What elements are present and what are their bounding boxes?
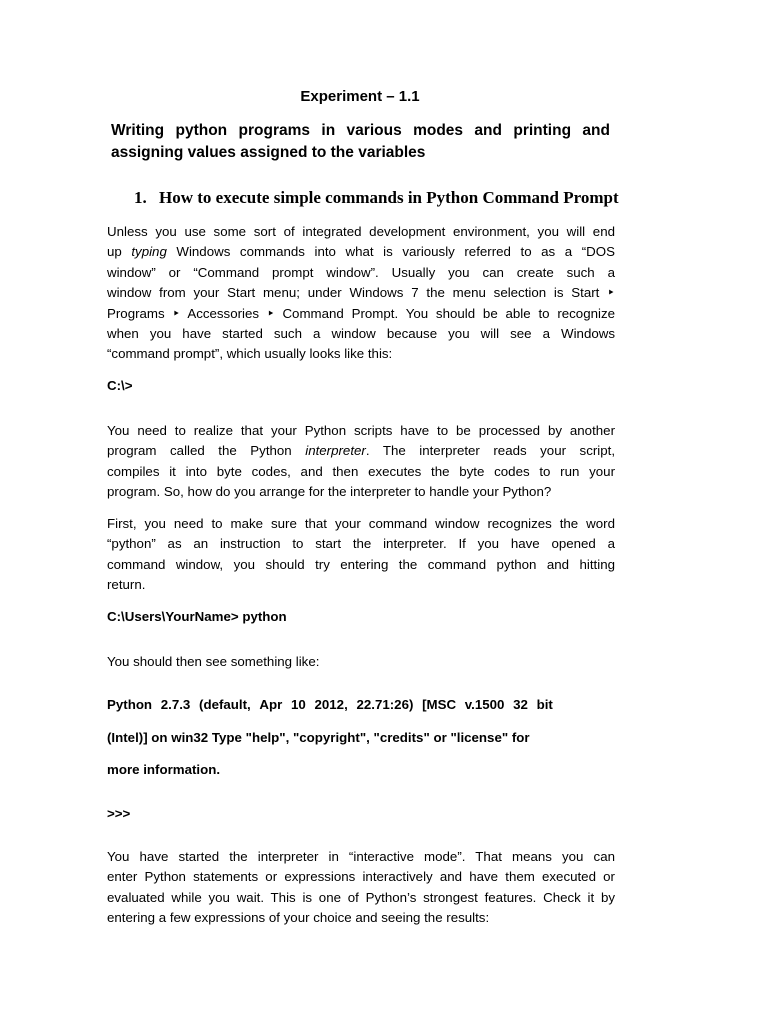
paragraph-line: window” or “Command prompt window”. Usually you can create such a: [107, 264, 615, 280]
interpreter-banner-line: more information.: [107, 762, 221, 777]
paragraph-line: program. So, how do you arrange for the interpreter to handle your Python?: [107, 484, 552, 500]
python-command-example: C:\Users\YourName> python: [107, 609, 287, 624]
paragraph-line: when you have started such a window because you will see a Windows: [107, 326, 615, 342]
banner-word: Apr: [259, 697, 283, 712]
banner-word: v.1500: [464, 697, 505, 712]
paragraph-line: “command prompt”, which usually looks like this:: [107, 346, 393, 362]
paragraph-interactive-mode: [107, 847, 615, 929]
banner-word: bit: [536, 697, 553, 712]
banner-word: 22.71:26): [356, 697, 414, 712]
paragraph-see-something: You should then see something like:: [107, 654, 320, 669]
paragraph-line: window from your Start menu; under Windows 7 the menu selection is Start ‣: [107, 285, 615, 301]
paragraph-line: compiles it into byte codes, and then executes the byte codes to run your: [107, 463, 615, 479]
banner-word: (default,: [199, 697, 251, 712]
interpreter-banner-line: (Intel)] on win32 Type "help", "copyright", "credits" or "license" for: [107, 730, 530, 745]
document-subtitle: Writing python programs in various modes and printing and assigning values assigned to the variables: [111, 122, 610, 161]
paragraph-line: enter Python statements or expressions interactively and have them executed or: [107, 869, 615, 885]
paragraph-line: You need to realize that your Python scripts have to be processed by another: [107, 423, 615, 438]
paragraph-line: evaluated while you wait. This is one of Python’s strongest features. Check it by: [107, 889, 615, 905]
paragraph-line: First, you need to make sure that your command window recognizes the word: [107, 516, 615, 531]
section-heading-text: How to execute simple commands in Python Command Prompt: [159, 188, 619, 207]
section-heading: [134, 188, 619, 208]
command-prompt-example: C:\>: [107, 378, 133, 393]
paragraph-line: command window, you should try entering the command python and hitting: [107, 556, 615, 572]
paragraph-line: up typing Windows commands into what is variously referred to as a “DOS: [107, 244, 615, 260]
interpreter-banner-line: [107, 697, 553, 712]
interactive-prompt: >>>: [107, 806, 131, 821]
paragraph-line: Unless you use some sort of integrated development environment, you will end: [107, 224, 615, 239]
banner-word: [MSC: [422, 697, 457, 712]
paragraph-interpreter: [107, 421, 615, 503]
banner-word: 10: [291, 697, 306, 712]
banner-word: 2012,: [314, 697, 348, 712]
emphasized-term: interpreter: [305, 443, 366, 459]
document-title: Experiment – 1.1: [300, 88, 420, 105]
paragraph-line: “python” as an instruction to start the interpreter. If you have opened a: [107, 536, 615, 552]
paragraph-python-command: [107, 514, 615, 596]
paragraph-line: entering a few expressions of your choice and seeing the results:: [107, 910, 490, 926]
paragraph-line: program called the Python interpreter. The interpreter reads your script,: [107, 443, 616, 459]
paragraph-line: return.: [107, 577, 146, 593]
paragraph-line: You have started the interpreter in “interactive mode”. That means you can: [107, 849, 615, 864]
banner-word: 32: [513, 697, 528, 712]
banner-word: Python: [107, 697, 153, 712]
section-number: 1.: [134, 188, 147, 207]
banner-word: 2.7.3: [160, 697, 191, 712]
paragraph-line: Programs ‣ Accessories ‣ Command Prompt. You should be able to recognize: [107, 305, 615, 321]
emphasized-term: typing: [131, 244, 167, 260]
paragraph-intro: [107, 222, 615, 365]
